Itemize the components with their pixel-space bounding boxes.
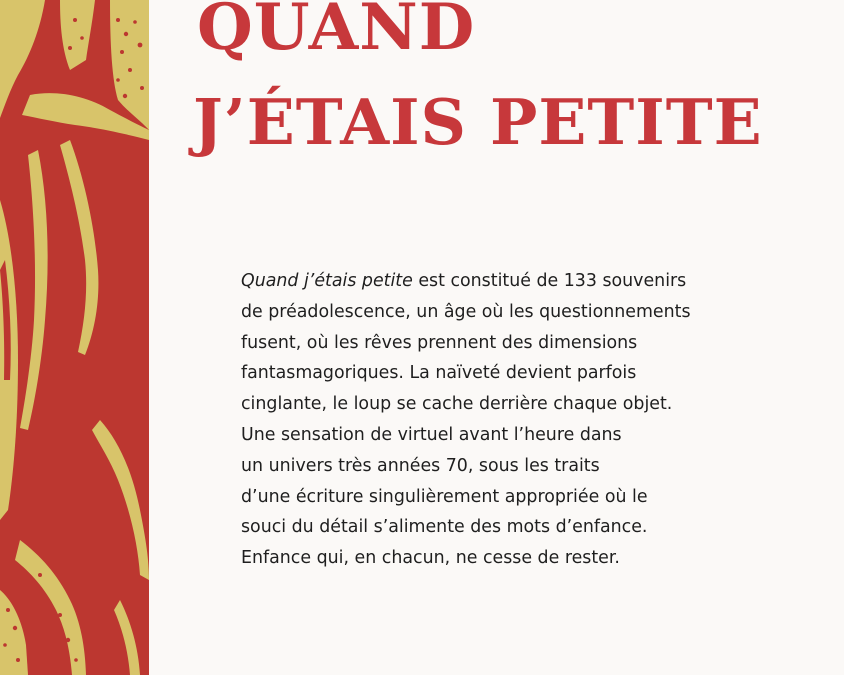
blurb-line: souci du détail s’alimente des mots d’enfance. — [241, 517, 648, 538]
blurb-line: Une sensation de virtuel avant l’heure dans — [241, 424, 622, 445]
blurb-line: de préadolescence, un âge où les questionnements — [241, 301, 691, 322]
blurb-line: fantasmagoriques. La naïveté devient parfois — [241, 363, 637, 384]
abstract-red-yellow-artwork — [0, 0, 149, 675]
title-line-1: QUAND — [197, 0, 476, 65]
blurb-italic-title: Quand j’étais petite — [241, 271, 413, 291]
blurb-line: un univers très années 70, sous les traits — [241, 455, 600, 476]
blurb-line: fusent, où les rêves prennent des dimensions — [241, 332, 638, 353]
book-blurb — [241, 266, 741, 574]
title-line-2: J’ÉTAIS PETITE — [193, 85, 763, 159]
blurb-line: cinglante, le loup se cache derrière chaque objet. — [241, 394, 673, 415]
blurb-line-text: est constitué de 133 souvenirs — [412, 271, 687, 291]
cover-artwork-strip — [0, 0, 149, 675]
blurb-line: d’une écriture singulièrement appropriée où le — [241, 486, 648, 507]
blurb-line — [241, 266, 741, 297]
blurb-line: Enfance qui, en chacun, ne cesse de rester. — [241, 548, 620, 569]
